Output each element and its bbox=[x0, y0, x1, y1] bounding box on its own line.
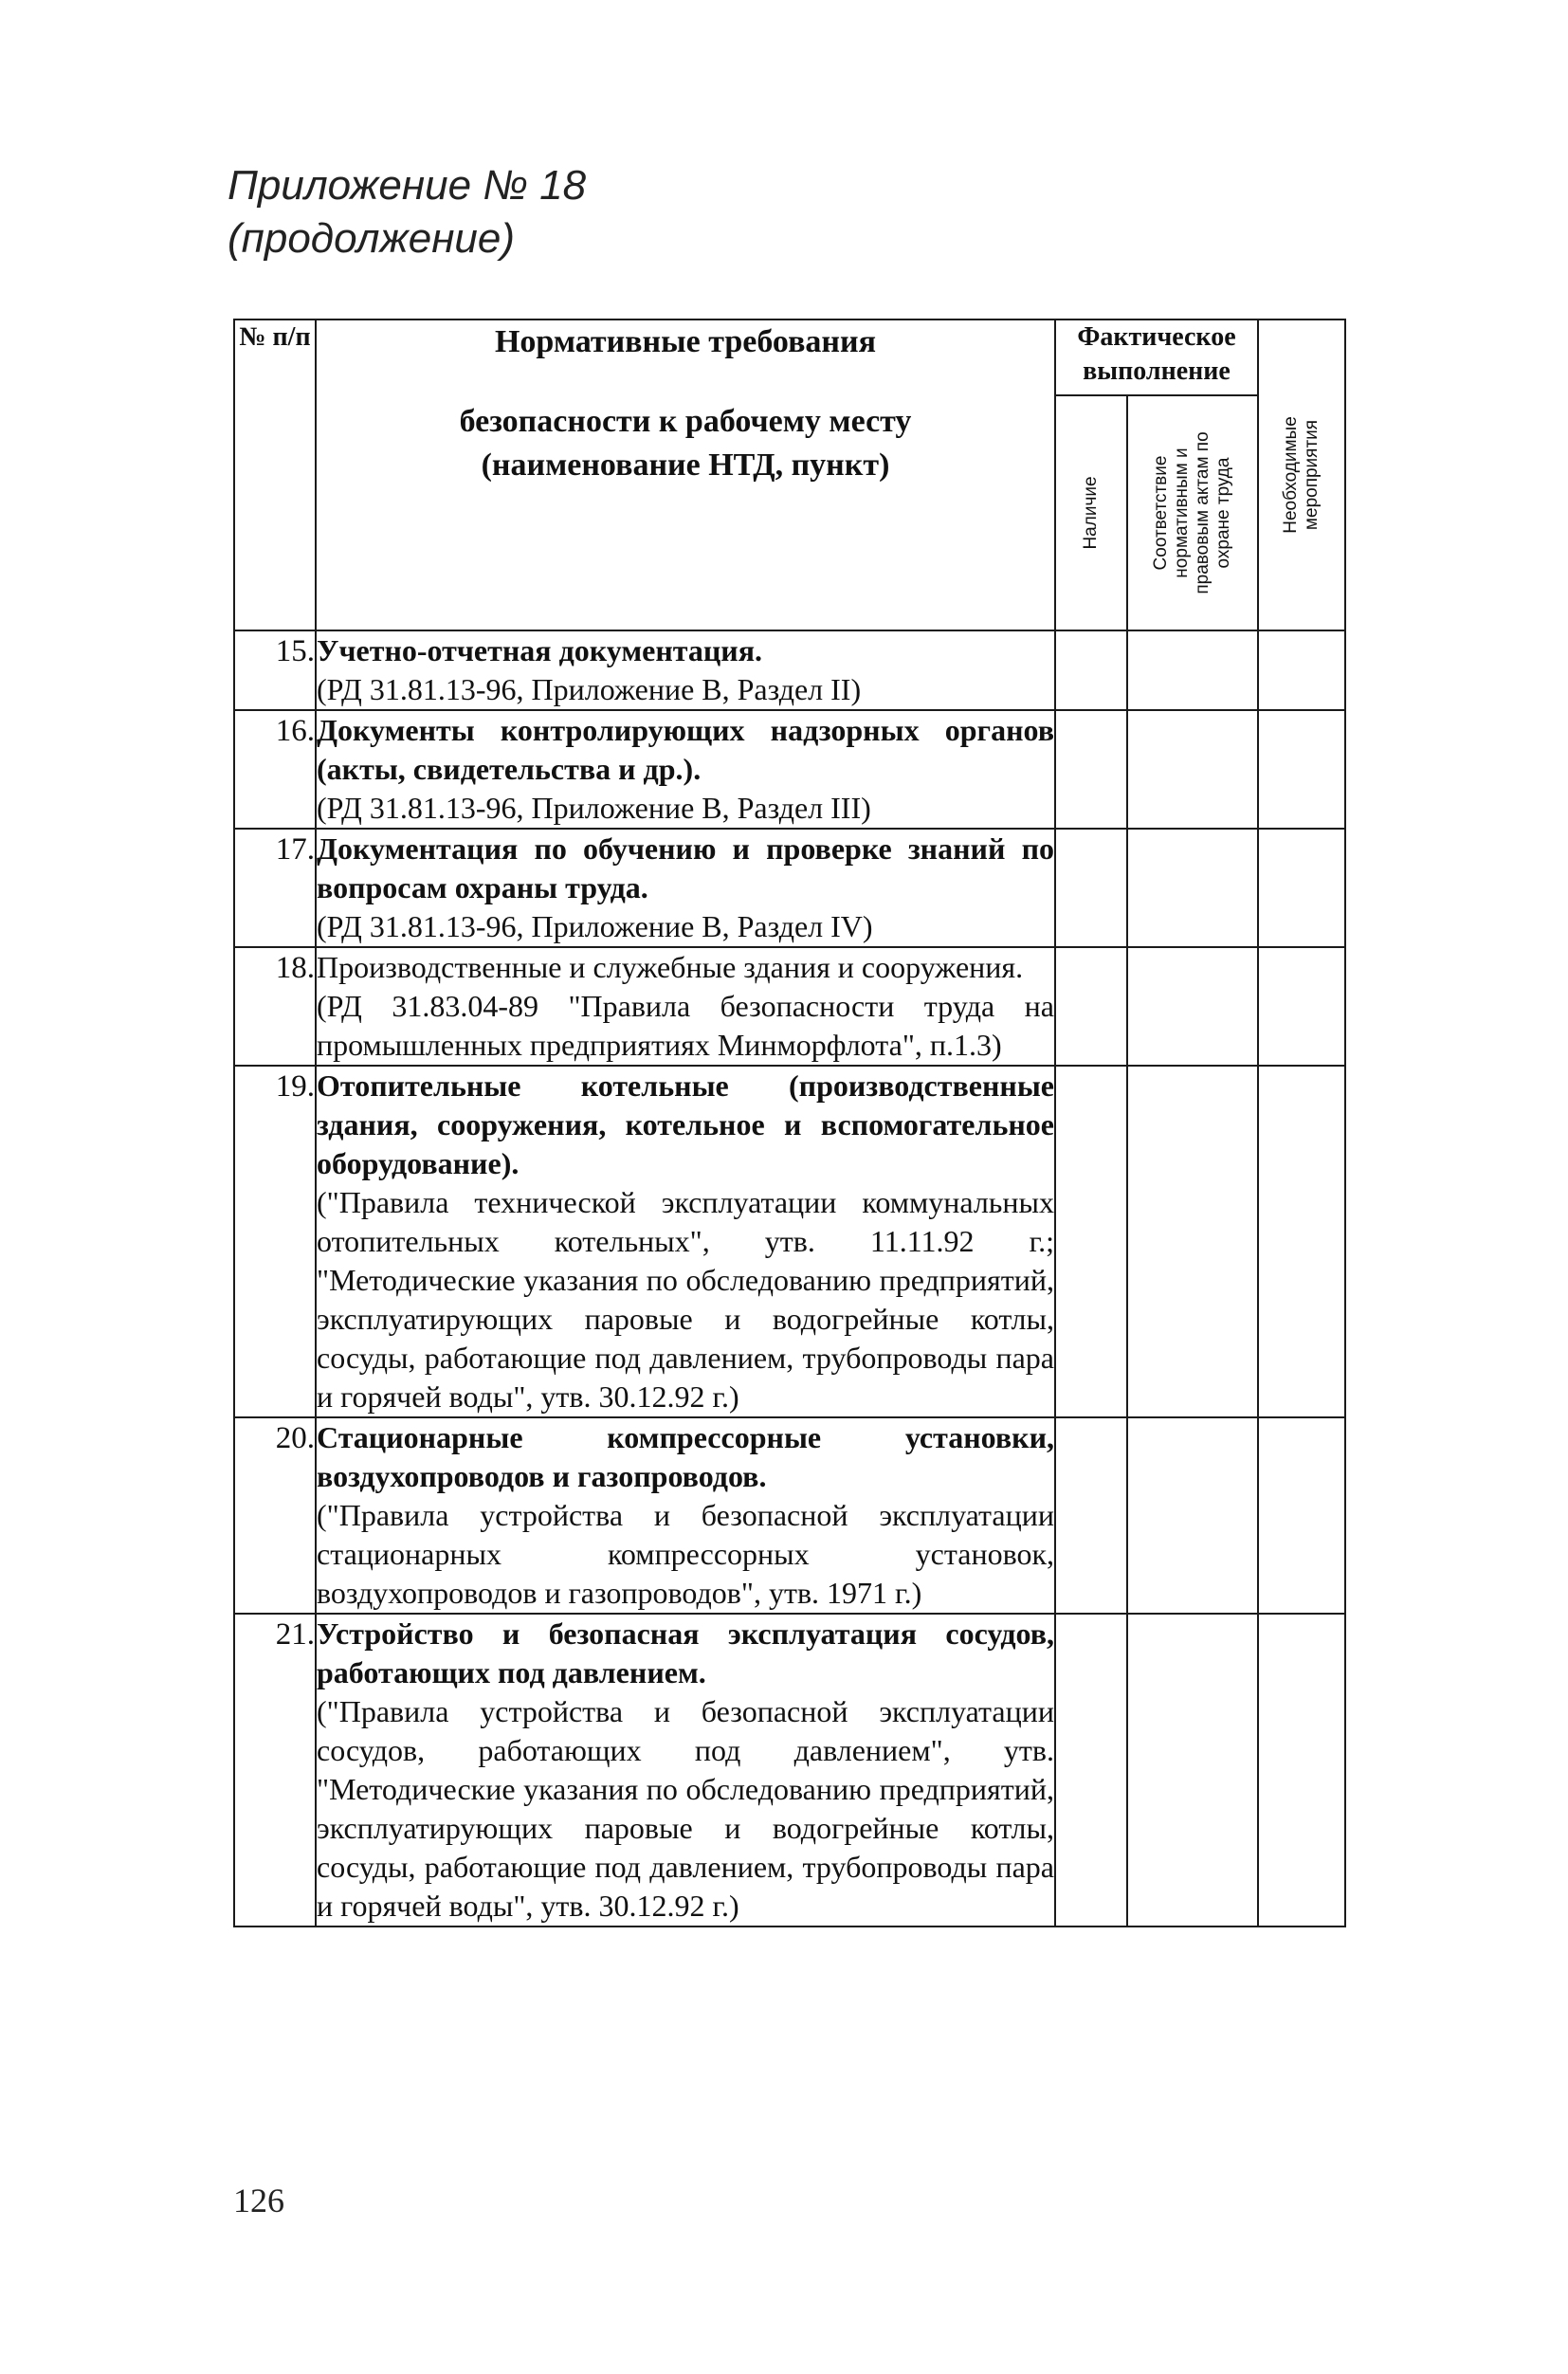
row-title: Учетно-отчетная документация. bbox=[317, 633, 763, 667]
row-title: Стационарные компрессорные установки, воздухопроводов и газопроводов. bbox=[317, 1420, 1054, 1493]
cell-presence bbox=[1055, 630, 1127, 710]
cell-compliance bbox=[1127, 1066, 1258, 1417]
header-compliance-cell bbox=[1127, 395, 1258, 630]
cell-presence bbox=[1055, 1417, 1127, 1614]
row-reference: (РД 31.81.13-96, Приложение В, Раздел III) bbox=[317, 791, 871, 825]
table-header bbox=[234, 320, 1345, 630]
row-number: 20. bbox=[234, 1417, 316, 1614]
row-number: 17. bbox=[234, 829, 316, 947]
cell-measures bbox=[1258, 710, 1345, 829]
header-presence-cell bbox=[1055, 395, 1127, 630]
row-reference: ("Правила устройства и безопасной эксплуатации сосудов, работающих под давлением", утв. "Методические указания по обследованию предприятий, эксплуатирующих паровые и водогрейные котлы, сосуды, работающие под давлением, трубопроводы пара и горячей воды", утв. 30.12.92 г.) bbox=[317, 1694, 1054, 1923]
row-requirement bbox=[316, 1066, 1055, 1417]
cell-measures bbox=[1258, 1614, 1345, 1927]
table-row bbox=[234, 947, 1345, 1066]
header-presence: Наличие bbox=[1081, 476, 1101, 550]
table-row bbox=[234, 829, 1345, 947]
appendix-continuation: (продолжение) bbox=[228, 215, 515, 262]
cell-measures bbox=[1258, 829, 1345, 947]
table-row bbox=[234, 1614, 1345, 1927]
cell-presence bbox=[1055, 947, 1127, 1066]
header-requirements bbox=[316, 320, 1055, 630]
row-reference: ("Правила устройства и безопасной эксплуатации стационарных компрессорных установок, воздухопроводов и газопроводов", утв. 1971 г.) bbox=[317, 1498, 1054, 1610]
table-row bbox=[234, 710, 1345, 829]
table-row bbox=[234, 1066, 1345, 1417]
header-measures-cell bbox=[1258, 320, 1345, 630]
header-requirements-line3: (наименование НТД, пункт) bbox=[481, 447, 890, 483]
row-reference: (РД 31.81.13-96, Приложение В, Раздел II) bbox=[317, 672, 862, 706]
appendix-heading bbox=[228, 159, 586, 265]
cell-measures bbox=[1258, 630, 1345, 710]
row-requirement bbox=[316, 630, 1055, 710]
row-requirement bbox=[316, 829, 1055, 947]
cell-presence bbox=[1055, 1614, 1127, 1927]
cell-measures bbox=[1258, 1417, 1345, 1614]
header-number: № п/п bbox=[234, 320, 316, 630]
row-requirement bbox=[316, 947, 1055, 1066]
page-number: 126 bbox=[233, 2182, 284, 2219]
cell-compliance bbox=[1127, 710, 1258, 829]
row-reference: (РД 31.83.04-89 "Правила безопасности труда на промышленных предприятиях Минморфлота", п.1.3) bbox=[317, 989, 1054, 1062]
row-number: 16. bbox=[234, 710, 316, 829]
row-reference: ("Правила технической эксплуатации коммунальных отопительных котельных", утв. 11.11.92 г.; "Методические указания по обследованию предприятий, эксплуатирующих паровые и водогрейные котлы, сосуды, работающие под давлением, трубопроводы пара и горячей воды", утв. 30.12.92 г.) bbox=[317, 1185, 1054, 1414]
table-row bbox=[234, 630, 1345, 710]
cell-presence bbox=[1055, 710, 1127, 829]
row-number: 19. bbox=[234, 1066, 316, 1417]
table-row bbox=[234, 1417, 1345, 1614]
row-number: 18. bbox=[234, 947, 316, 1066]
header-requirements-line1: Нормативные требования bbox=[494, 324, 877, 359]
cell-measures bbox=[1258, 1066, 1345, 1417]
header-requirements-line2: безопасности к рабочему месту bbox=[459, 404, 912, 439]
row-requirement bbox=[316, 1614, 1055, 1927]
header-actual-fulfillment: Фактическое выполнение bbox=[1055, 320, 1258, 395]
header-measures: Необходимые мероприятия bbox=[1281, 416, 1322, 534]
row-title: Устройство и безопасная эксплуатация сосудов, работающих под давлением. bbox=[317, 1616, 1054, 1689]
appendix-title: Приложение № 18 bbox=[228, 162, 587, 209]
header-compliance: Соответствие нормативным и правовым актам по охране труда bbox=[1151, 431, 1233, 594]
row-requirement bbox=[316, 1417, 1055, 1614]
row-reference: (РД 31.81.13-96, Приложение В, Раздел IV) bbox=[317, 909, 873, 943]
cell-compliance bbox=[1127, 1417, 1258, 1614]
cell-presence bbox=[1055, 1066, 1127, 1417]
row-title: Документация по обучению и проверке знаний по вопросам охраны труда. bbox=[317, 831, 1054, 904]
cell-compliance bbox=[1127, 947, 1258, 1066]
cell-compliance bbox=[1127, 1614, 1258, 1927]
table-body bbox=[234, 630, 1345, 1927]
row-title: Производственные и служебные здания и сооружения. bbox=[317, 950, 1024, 984]
cell-measures bbox=[1258, 947, 1345, 1066]
cell-presence bbox=[1055, 829, 1127, 947]
cell-compliance bbox=[1127, 630, 1258, 710]
row-number: 21. bbox=[234, 1614, 316, 1927]
row-title: Документы контролирующих надзорных органов (акты, свидетельства и др.). bbox=[317, 713, 1054, 786]
row-title: Отопительные котельные (производственные здания, сооружения, котельное и вспомогательное оборудование). bbox=[317, 1068, 1054, 1180]
cell-compliance bbox=[1127, 829, 1258, 947]
requirements-table bbox=[233, 319, 1346, 1927]
row-number: 15. bbox=[234, 630, 316, 710]
row-requirement bbox=[316, 710, 1055, 829]
